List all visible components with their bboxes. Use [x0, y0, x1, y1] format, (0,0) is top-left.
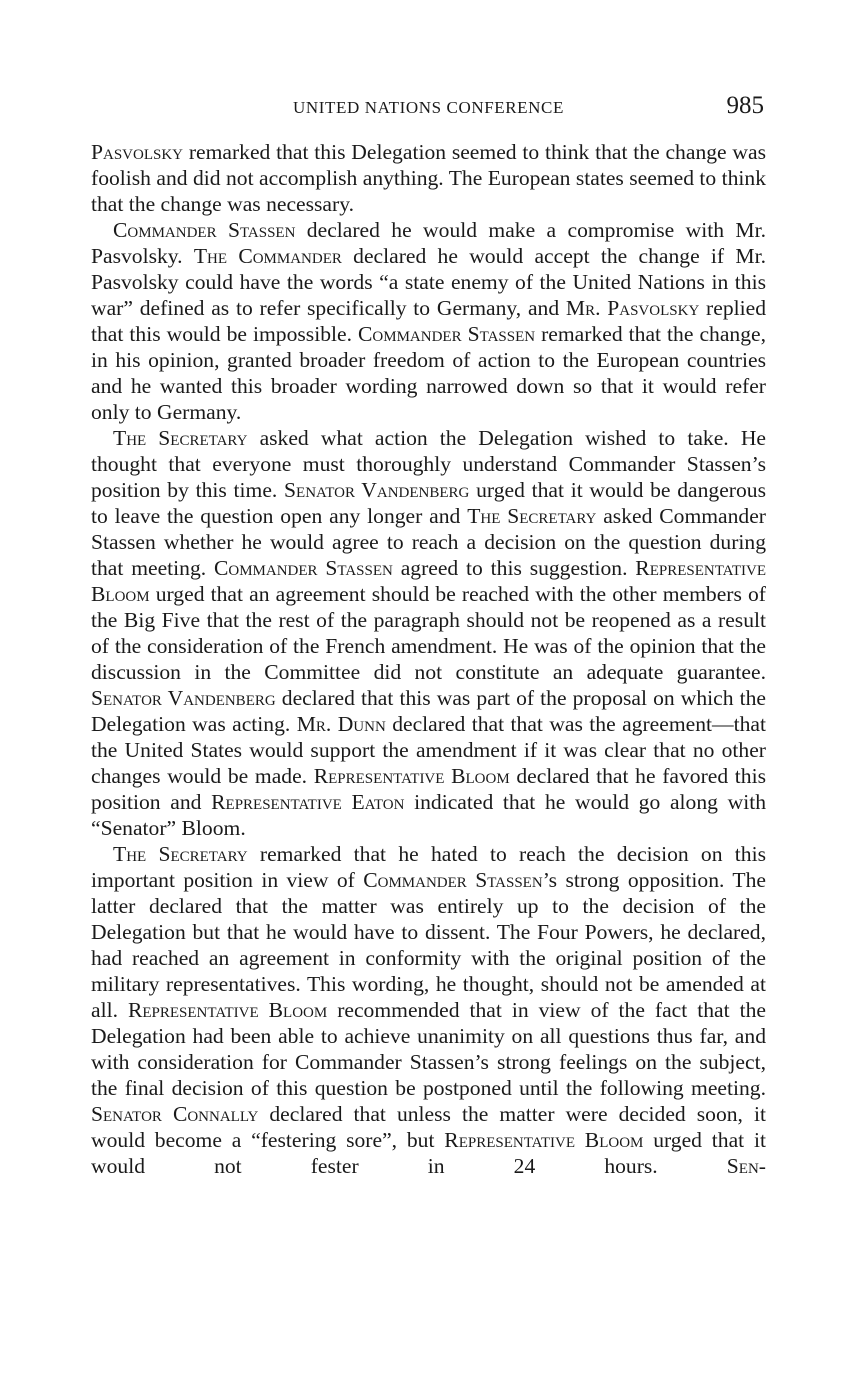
text-run: remarked that the change, in his opinion, granted broader freedom of action to the European countries and he wanted this broader wording narrowed down so that it would refer only to Germany. — [91, 322, 766, 424]
text-run: ’s strong opposition. The latter declared that the matter was entirely up to the decision of the Delegation but that he would have to dissent. The Four Powers, he declared, had reached an agreement in conformity with the original position of the military representatives. This wording, he thought, should not be amended at all. — [91, 868, 766, 1022]
text-run: remarked that he hated to reach the decision on this important position in view of — [91, 842, 766, 892]
text-run: urged that it would not fester in 24 hours. — [91, 1128, 766, 1178]
name-small-caps: Senator Vandenberg — [91, 686, 276, 710]
text-run: declared he would make a compromise with Mr. Pasvolsky. — [91, 218, 766, 268]
text-run: urged that it would be dangerous to leave the question open any longer and — [91, 478, 766, 528]
paragraph-1 — [91, 139, 766, 217]
text-run: agreed to this suggestion. — [392, 556, 636, 580]
text-run: replied that this would be impossible. — [91, 296, 766, 346]
name-small-caps: The Secretary — [113, 842, 248, 866]
text-run: asked what action the Delegation wished to take. He thought that everyone must thoroughly understand Commander Stassen’s position by this time. — [91, 426, 766, 502]
running-title: UNITED NATIONS CONFERENCE — [293, 98, 564, 117]
name-small-caps: Mr. Dunn — [296, 712, 386, 736]
text-run: urged that an agreement should be reached with the other members of the Big Five that the rest of the paragraph should not be reopened as a result of the consideration of the French amendment. He was of the opinion that the discussion in the Committee did not constitute an adequate guarantee. — [91, 582, 766, 684]
name-small-caps: Representative Bloom — [91, 556, 766, 606]
text-run: remarked that this Delegation seemed to think that the change was foolish and did not accomplish anything. The European states seemed to think that the change was necessary. — [91, 140, 766, 216]
text-run: declared he would accept the change if Mr. Pasvolsky could have the words “a state enemy of the United Nations in this war” defined as to refer specifically to Germany, and — [91, 244, 766, 320]
page-number: 985 — [726, 92, 764, 119]
name-small-caps: Sen- — [726, 1154, 766, 1178]
name-small-caps: Representative Eaton — [211, 790, 405, 814]
text-run: declared that that was the agreement—that the United States would support the amendment if it was clear that no other changes would be made. — [91, 712, 766, 788]
name-small-caps: Mr. Pasvolsky — [565, 296, 700, 320]
name-small-caps: Representative Bloom — [313, 764, 510, 788]
name-small-caps: Commander Stassen — [113, 218, 296, 242]
text-run: declared that unless the matter were decided soon, it would become a “festering sore”, but — [91, 1102, 766, 1152]
name-small-caps: Commander Stassen — [358, 322, 536, 346]
text-run: declared that this was part of the proposal on which the Delegation was acting. — [91, 686, 766, 736]
text-run: asked Commander Stassen whether he would agree to reach a decision on the question during that meeting. — [91, 504, 766, 580]
paragraph-4 — [91, 841, 766, 1179]
paragraph-2 — [91, 217, 766, 425]
text-run: indicated that he would go along with “Senator” Bloom. — [91, 790, 766, 840]
name-small-caps: Representative Bloom — [127, 998, 328, 1022]
body-text — [91, 139, 766, 1179]
text-run: declared that he favored this position and — [91, 764, 767, 814]
name-small-caps: Senator Vandenberg — [284, 478, 470, 502]
name-small-caps: Senator Connally — [91, 1102, 259, 1126]
running-head — [91, 92, 766, 126]
paragraph-3 — [91, 425, 766, 841]
name-small-caps: Commander Stassen — [363, 868, 543, 892]
name-small-caps: Representative Bloom — [444, 1128, 644, 1152]
name-small-caps: Commander Stassen — [213, 556, 393, 580]
name-small-caps: Pasvolsky — [91, 140, 184, 164]
name-small-caps: The Secretary — [113, 426, 248, 450]
name-small-caps: The Secretary — [467, 504, 597, 528]
name-small-caps: The Commander — [193, 244, 342, 268]
text-run: recommended that in view of the fact that the Delegation had been able to achieve unanimity on all questions thus far, and with consideration for Commander Stassen’s strong feelings on the subject, the final decision of this question be postponed until the following meeting. — [91, 998, 766, 1100]
